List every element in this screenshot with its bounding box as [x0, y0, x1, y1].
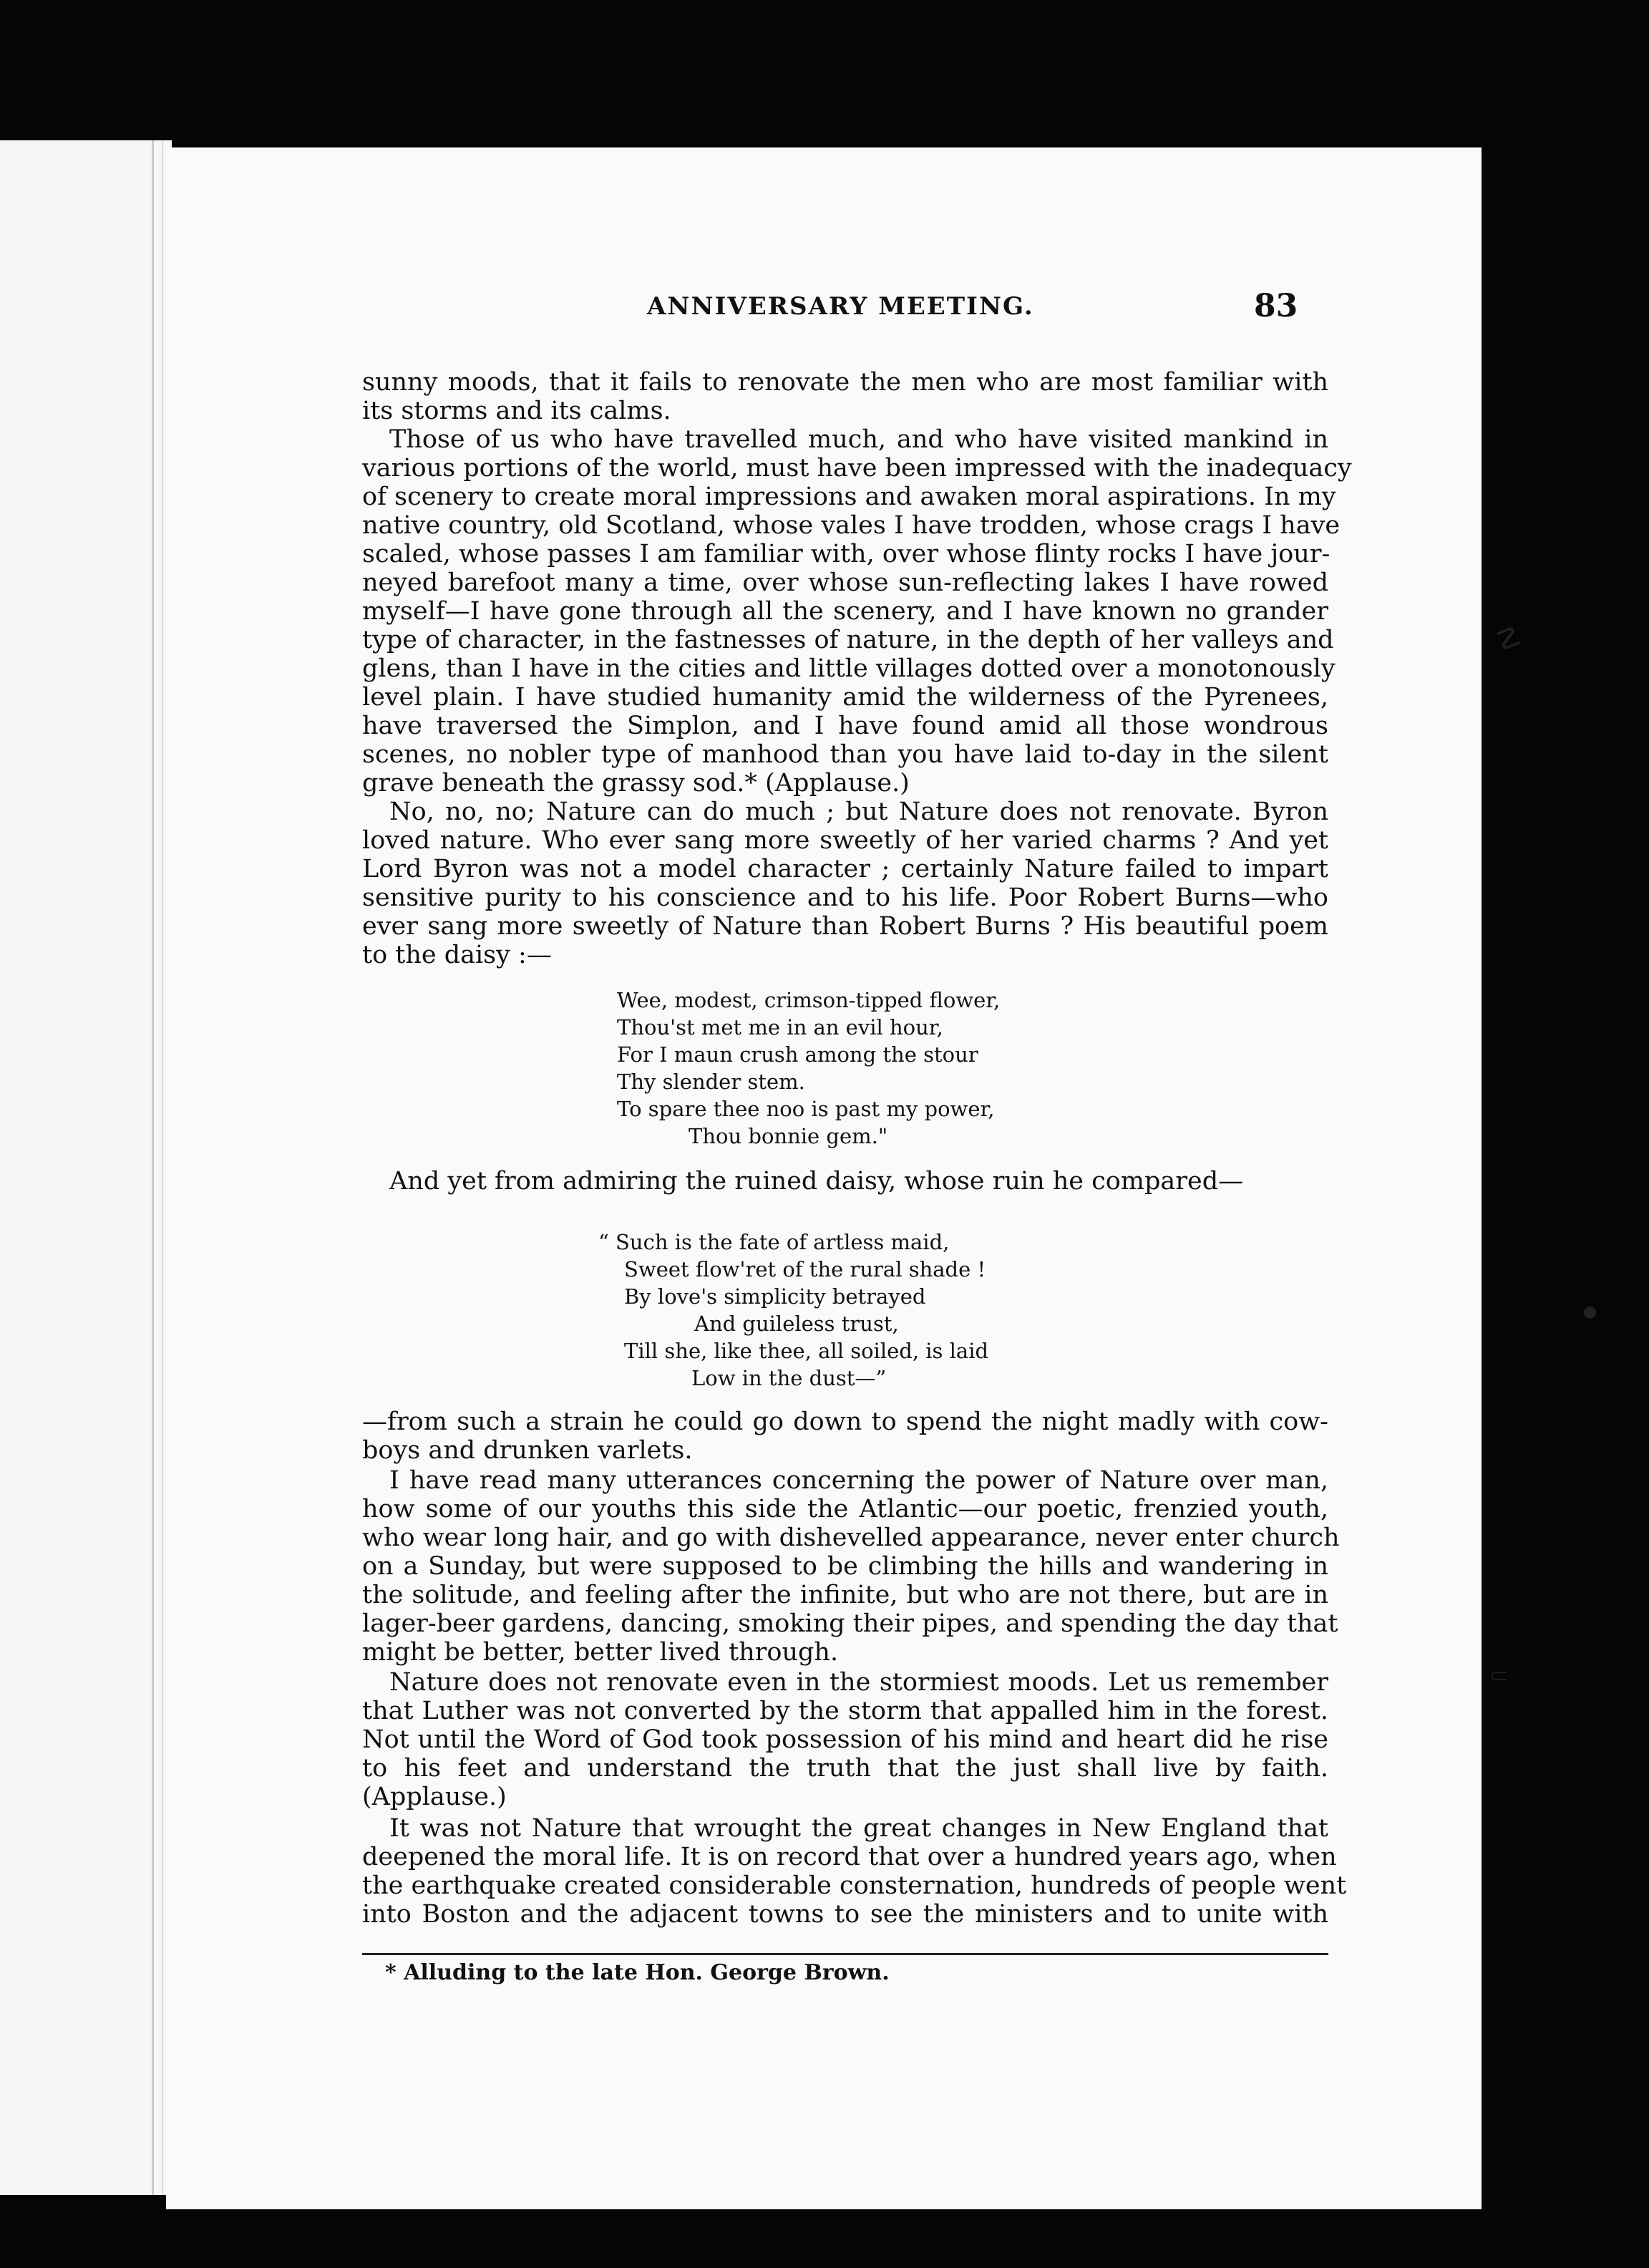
text-line: into Boston and the adjacent towns to see the ministers and to unite with — [362, 1900, 1328, 1929]
text-line: how some of our youths this side the Atlantic—our poetic, frenzied youth, — [362, 1495, 1328, 1523]
margin-pencil-mark: ☡ — [1493, 621, 1524, 658]
verse-line: And guileless trust, — [694, 1312, 899, 1336]
text-line: sensitive purity to his conscience and to his life. Poor Robert Burns—who — [362, 883, 1328, 912]
verse-line: Sweet flow'ret of the rural shade ! — [624, 1257, 986, 1281]
margin-speck: ● — [1583, 1303, 1597, 1321]
text-line: its storms and its calms. — [362, 397, 671, 425]
text-line: the earthquake created considerable consternation, hundreds of people went — [362, 1871, 1347, 1900]
text-line: Nature does not renovate even in the stormiest moods. Let us remember — [389, 1668, 1328, 1697]
verse-line: To spare thee noo is past my power, — [617, 1097, 995, 1121]
text-line: —from such a strain he could go down to spend the night madly with cow- — [362, 1407, 1328, 1436]
text-line: myself—I have gone through all the scenery, and I have known no grander — [362, 597, 1328, 626]
margin-pencil-mark: ⸦ — [1486, 1662, 1512, 1692]
text-line: various portions of the world, must have been impressed with the inadequacy — [362, 454, 1352, 483]
text-line: of scenery to create moral impressions and awaken moral aspirations. In my — [362, 483, 1336, 511]
text-line: lager-beer gardens, dancing, smoking their pipes, and spending the day that — [362, 1609, 1338, 1638]
text-line: on a Sunday, but were supposed to be climbing the hills and wandering in — [362, 1552, 1328, 1581]
text-line: (Applause.) — [362, 1783, 507, 1811]
page-fold-line-inner — [162, 140, 163, 2195]
verse-line: “ Such is the fate of artless maid, — [598, 1230, 950, 1254]
text-line: to his feet and understand the truth that the just shall live by faith. — [362, 1754, 1328, 1783]
previous-page-edge — [0, 140, 172, 2195]
text-line: level plain. I have studied humanity amid the wilderness of the Pyrenees, — [362, 683, 1328, 712]
page-fold-line — [152, 140, 154, 2195]
text-line: who wear long hair, and go with dishevelled appearance, never enter church — [362, 1523, 1340, 1552]
text-line: It was not Nature that wrought the great changes in New England that — [389, 1814, 1328, 1843]
verse-line: For I maun crush among the stour — [617, 1042, 978, 1067]
text-line: deepened the moral life. It is on record that over a hundred years ago, when — [362, 1843, 1337, 1871]
text-line: loved nature. Who ever sang more sweetly of her varied charms ? And yet — [362, 826, 1328, 855]
text-line: scaled, whose passes I am familiar with, over whose flinty rocks I have jour- — [362, 540, 1331, 568]
text-line: Not until the Word of God took possession of his mind and heart did he rise — [362, 1725, 1328, 1754]
text-line: type of character, in the fastnesses of nature, in the depth of her valleys and — [362, 626, 1334, 654]
running-title: ANNIVERSARY MEETING. — [647, 292, 1034, 321]
text-line: have traversed the Simplon, and I have found amid all those wondrous — [362, 712, 1328, 740]
verse-line: Till she, like thee, all soiled, is laid — [624, 1339, 989, 1363]
text-line: grave beneath the grassy sod.* (Applause.) — [362, 769, 910, 798]
text-line: boys and drunken varlets. — [362, 1436, 693, 1465]
text-line: neyed barefoot many a time, over whose sun-reflecting lakes I have rowed — [362, 568, 1328, 597]
verse-line: Low in the dust—” — [691, 1366, 887, 1390]
text-line: that Luther was not converted by the storm that appalled him in the forest. — [362, 1697, 1328, 1725]
text-line: ever sang more sweetly of Nature than Robert Burns ? His beautiful poem — [362, 912, 1328, 941]
text-line: I have read many utterances concerning the power of Nature over man, — [389, 1466, 1328, 1495]
text-line: native country, old Scotland, whose vales I have trodden, whose crags I have — [362, 511, 1341, 540]
verse-line: Thou'st met me in an evil hour, — [617, 1015, 943, 1040]
text-line: the solitude, and feeling after the infinite, but who are not there, but are in — [362, 1581, 1328, 1609]
verse-line: Wee, modest, crimson-tipped flower, — [617, 988, 1001, 1012]
text-line: And yet from admiring the ruined daisy, whose ruin he compared— — [389, 1167, 1244, 1196]
text-line: Those of us who have travelled much, and who have visited mankind in — [389, 425, 1328, 454]
page-number: 83 — [1254, 288, 1298, 324]
verse-line: Thou bonnie gem." — [689, 1124, 888, 1148]
verse-line: By love's simplicity betrayed — [624, 1284, 926, 1309]
text-line: Lord Byron was not a model character ; certainly Nature failed to impart — [362, 855, 1328, 883]
text-line: No, no, no; Nature can do much ; but Nature does not renovate. Byron — [389, 798, 1328, 826]
footnote-rule — [362, 1953, 1328, 1955]
text-line: glens, than I have in the cities and little villages dotted over a monotonously — [362, 654, 1336, 683]
text-line: scenes, no nobler type of manhood than you have laid to-day in the silent — [362, 740, 1328, 769]
text-line: might be better, better lived through. — [362, 1638, 839, 1667]
text-line: to the daisy :— — [362, 941, 552, 969]
verse-line: Thy slender stem. — [617, 1070, 805, 1094]
footnote: * Alluding to the late Hon. George Brown. — [385, 1960, 890, 1985]
text-line: sunny moods, that it fails to renovate the men who are most familiar with — [362, 368, 1328, 397]
